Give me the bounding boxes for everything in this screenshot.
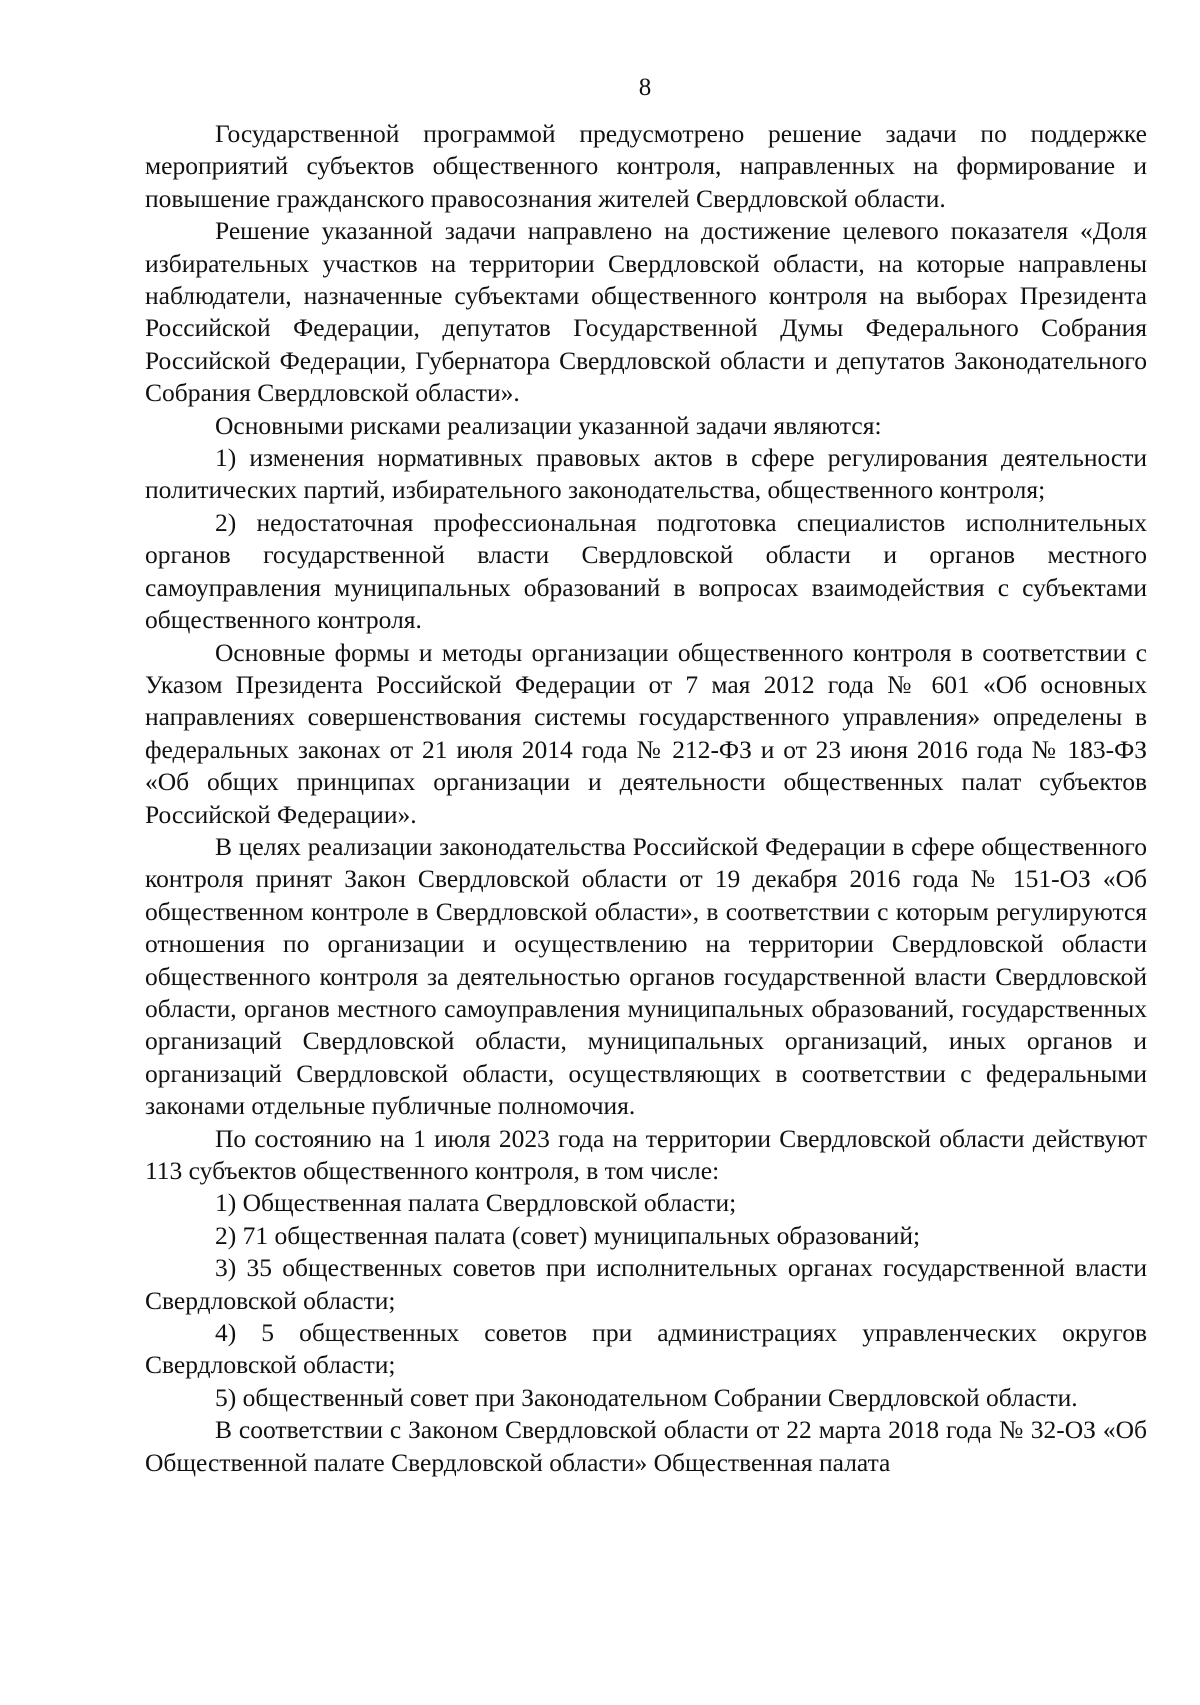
list-item: 2) 71 общественная палата (совет) муниципальных образований; [215,1220,921,1250]
list-item: 4) 5 общественных советов при администрациях управленческих округов Свердловской области; [145,1318,1147,1380]
document-body [145,118,1147,1479]
list-item: 2) недостаточная профессиональная подготовка специалистов исполнительных органов государственной власти Свердловской области и органов местного самоуправления муниципальных образований в вопросах взаимодействия с субъектами общественного контроля. [145,507,1147,635]
paragraph: В целях реализации законодательства Российской Федерации в сфере общественного контроля принят Закон Свердловской области от 19 декабря 2016 года № 151-ОЗ «Об общественном контроле в Свердловской области», в соответствии с которым регулируются отношения по организации и осуществлению на территории Свердловской области общественного контроля за деятельностью органов государственной власти Свердловской области, органов местного самоуправления муниципальных образований, государственных организаций Свердловской области, муниципальных организаций, иных органов и организаций Свердловской области, осуществляющих в соответствии с федеральными законами отдельные публичные полномочия. [145,831,1147,1121]
paragraph: Основными рисками реализации указанной задачи являются: [215,410,882,440]
list-item: 1) Общественная палата Свердловской области; [215,1188,737,1218]
list-item: 5) общественный совет при Законодательном Собрании Свердловской области. [215,1382,1078,1412]
paragraph: Государственной программой предусмотрено решение задачи по поддержке мероприятий субъектов общественного контроля, направленных на формирование и повышение гражданского правосознания жителей Свердловской области. [145,119,1147,213]
paragraph: Основные формы и методы организации общественного контроля в соответствии с Указом Президента Российской Федерации от 7 мая 2012 года № 601 «Об основных направлениях совершенствования системы государственного управления» определены в федеральных законах от 21 июля 2014 года № 212-ФЗ и от 23 июня 2016 года № 183-ФЗ «Об общих принципах организации и деятельности общественных палат субъектов Российской Федерации». [145,637,1147,829]
paragraph: По состоянию на 1 июля 2023 года на территории Свердловской области действуют 113 субъектов общественного контроля, в том числе: [145,1123,1147,1185]
paragraph: В соответствии с Законом Свердловской области от 22 марта 2018 года № 32-ОЗ «Об Общественной палате Свердловской области» Общественная палата [145,1415,1147,1477]
page-number: 8 [638,74,652,101]
list-item: 3) 35 общественных советов при исполнительных органах государственной власти Свердловской области; [145,1253,1147,1315]
paragraph: Решение указанной задачи направлено на достижение целевого показателя «Доля избирательных участков на территории Свердловской области, на которые направлены наблюдатели, назначенные субъектами общественного контроля на выборах Президента Российской Федерации, депутатов Государственной Думы Федерального Собрания Российской Федерации, Губернатора Свердловской области и депутатов Законодательного Собрания Свердловской области». [145,216,1147,408]
list-item: 1) изменения нормативных правовых актов в сфере регулирования деятельности политических партий, избирательного законодательства, общественного контроля; [145,443,1147,505]
